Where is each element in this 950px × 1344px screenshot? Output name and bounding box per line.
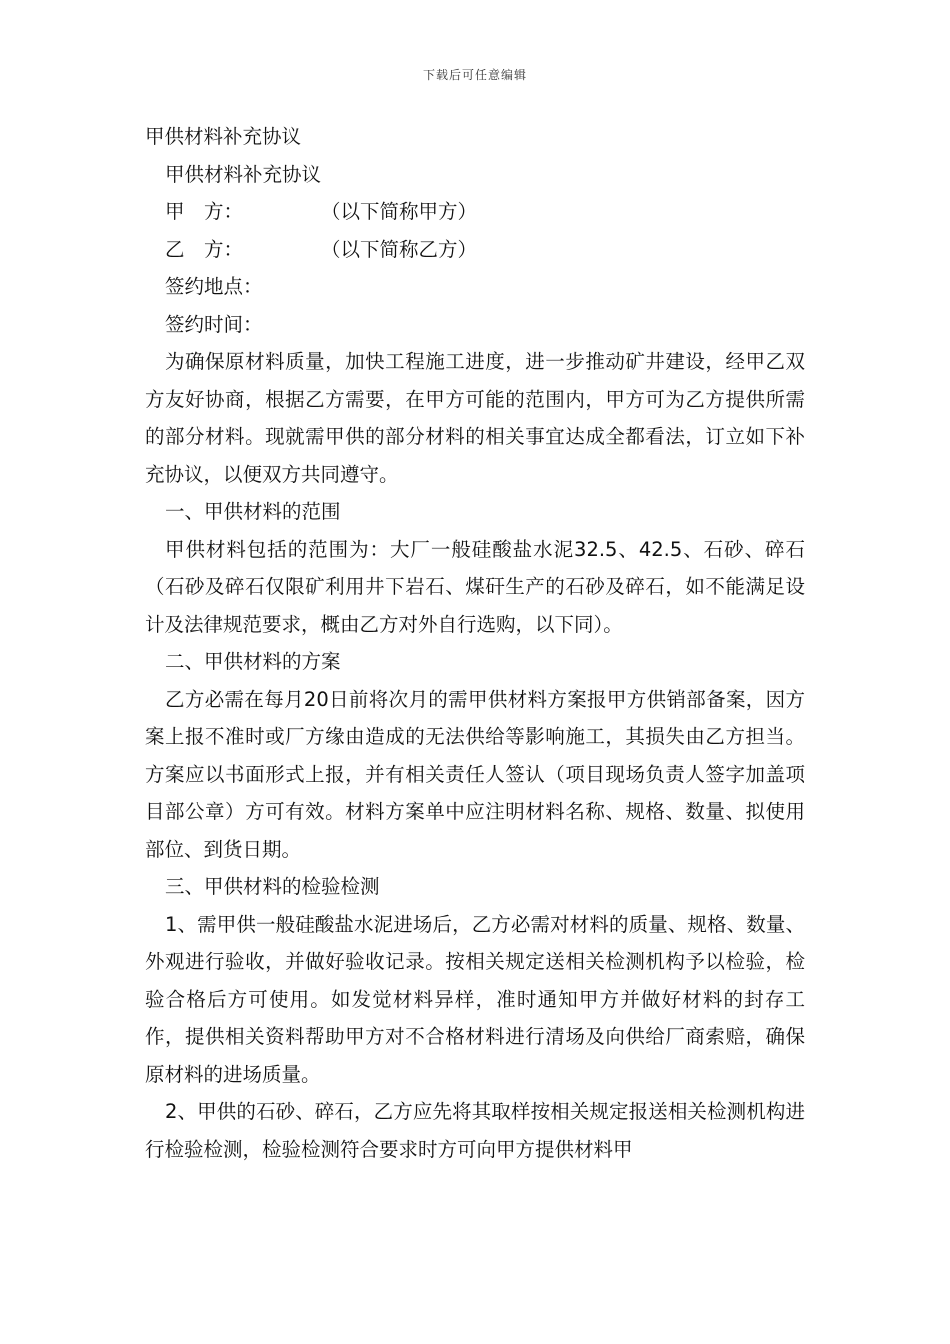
party-b-line: 乙 方： （以下简称乙方） [165,237,478,261]
agreement-subtitle: 甲供材料补充协议 [165,162,322,186]
section-2-heading: 二、甲供材料的方案 [165,650,341,673]
section-3-heading: 三、甲供材料的检验检测 [165,875,380,898]
sign-time-line: 签约时间： [165,312,263,336]
party-a-line: 甲 方： （以下简称甲方） [165,200,478,223]
section-1-heading: 一、甲供材料的范围 [165,500,341,523]
document-title: 甲供材料补充协议 [145,125,302,148]
intro-paragraph: 为确保原材料质量，加快工程施工进度，进一步推动矿井建设，经甲乙双方友好协商，根据乙方需要，在甲方可能的范围内，甲方可为乙方提供所需的部分材料。现就需甲供的部分材料的相关事宜达成全都看法，订立如下补充协议，以便双方共同遵守。 [145,350,805,486]
section-3-item-2: 2、甲供的石砂、碎石，乙方应先将其取样按相关规定报送相关检测机构进行检验检测，检验检测符合要求时方可向甲方提供材料甲 [145,1100,805,1161]
section-3-item-1: 1、需甲供一般硅酸盐水泥进场后，乙方必需对材料的质量、规格、数量、外观进行验收，并做好验收记录。按相关规定送相关检测机构予以检验，检验合格后方可使用。如发觉材料异样，准时通知甲方并做好材料的封存工作，提供相关资料帮助甲方对不合格材料进行清场及向供给厂商索赔，确保原材料的进场质量。 [145,912,805,1086]
document-body [145,118,805,1168]
sign-place-line: 签约地点： [165,275,263,298]
section-2-paragraph: 乙方必需在每月20日前将次月的需甲供材料方案报甲方供销部备案，因方案上报不准时或厂方缘由造成的无法供给等影响施工，其损失由乙方担当。方案应以书面形式上报，并有相关责任人签认（项目现场负责人签字加盖项目部公章）方可有效。材料方案单中应注明材料名称、规格、数量、拟使用部位、到货日期。 [145,687,805,861]
section-1-paragraph: 甲供材料包括的范围为：大厂一般硅酸盐水泥32.5、42.5、石砂、碎石（石砂及碎石仅限矿利用井下岩石、煤矸生产的石砂及碎石，如不能满足设计及法律规范要求，概由乙方对外自行选购，以下同）。 [145,537,805,636]
page-header: 下载后可任意编辑 [422,68,527,82]
